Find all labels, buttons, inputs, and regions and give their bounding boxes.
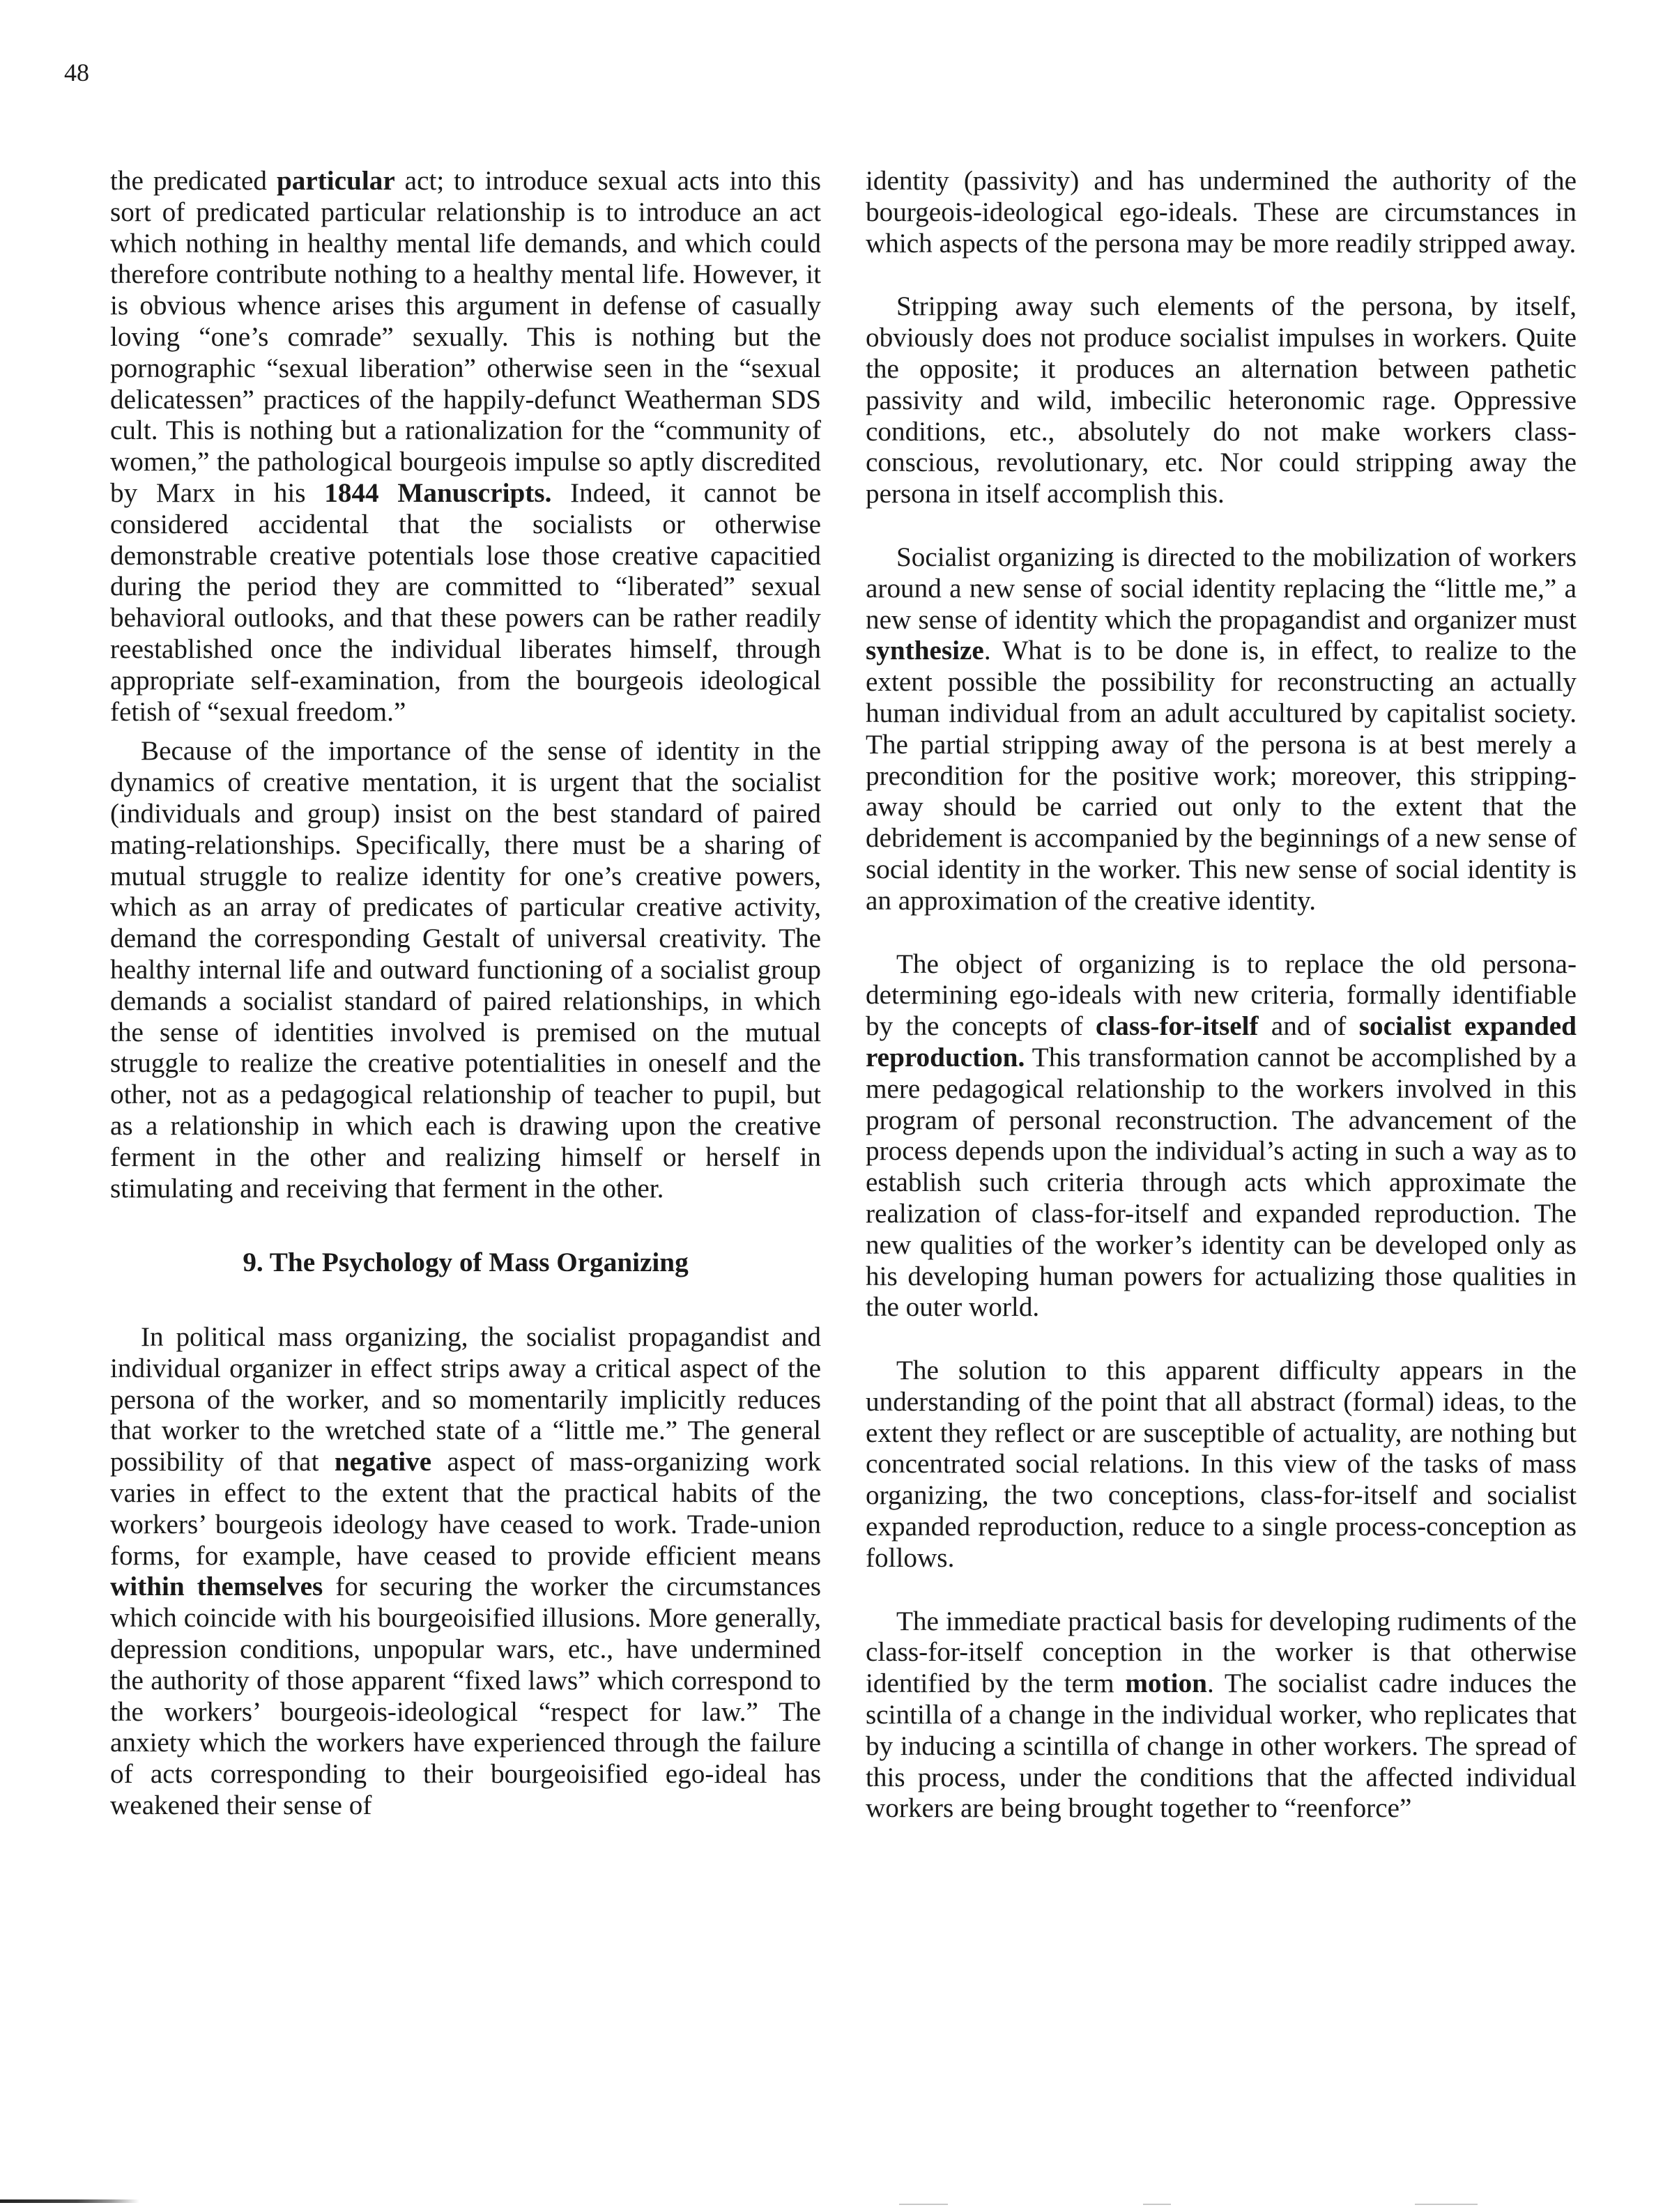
paragraph-8: The solution to this apparent difficulty appears in the understanding of the point that all abstract (formal) ideas, to the extent they reflect or are susceptible of actuality, are nothing but concentrated social relations. In this view of the tasks of mass organizing, the two conceptions, class-for-itself and socialist expanded reproduction, reduce to a single process-conception as follows. [866,1355,1577,1573]
scan-dash-mark [1143,2204,1171,2205]
emphasis-socialist-expanded-reproduction: socialist expanded reproduction. [866,1011,1577,1073]
paragraph-1: the predicated particular act; to introduce sexual acts into this sort of predicated particular relationship is to introduce an act which nothing in healthy mental life demands, and which could therefore contribute nothing to a healthy mental life. However, it is obvious whence arises this argument in defense of casually loving “one’s comrade” sexually. This is nothing but the pornographic “sexual liberation” otherwise seen in the “sexual delicatessen” practices of the happily-defunct Weatherman SDS cult. This is nothing but a rationalization for the “community of women,” the pathological bourgeois impulse so aptly discredited by Marx in his 1844 Manuscripts. Indeed, it cannot be considered accidental that the socialists or otherwise demonstrable creative potentials lose those creative capacitied during the period they are committed to “liberated” sexual behavioral outlooks, and that these powers can be rather readily reestablished once the individual liberates himself, through appropriate self-examination, from the bourgeois ideological fetish of “sexual freedom.” [110,166,821,727]
page-number: 48 [64,59,89,86]
paragraph-5: Stripping away such elements of the persona, by itself, obviously does not produce socialist impulses in workers. Quite the opposite; it produces an alternation between pathetic passivity and wild, imbecilic heteronomic rage. Oppressive conditions, etc., absolutely do not make workers class-conscious, revolutionary, etc. Nor could stripping away the persona in itself accomplish this. [866,291,1577,509]
emphasis-particular: particular [276,166,395,196]
paragraph-4: identity (passivity) and has undermined the authority of the bourgeois-ideological ego-ideals. These are circumstances in which aspects of the persona may be more readily stripped away. [866,166,1577,259]
emphasis-negative: negative [334,1447,432,1477]
left-column [110,166,821,1822]
right-column [866,166,1577,1825]
paragraph-9: The immediate practical basis for developing rudiments of the class-for-itself conception in the worker is that otherwise identified by the term motion. The socialist cadre induces the scintilla of a change in the individual worker, who replicates that by inducing a scintilla of change in other workers. The spread of this process, under the conditions that the affected individual workers are being brought together to “reenforce” [866,1606,1577,1824]
paragraph-6: Socialist organizing is directed to the mobilization of workers around a new sense of social identity replacing the “little me,” a new sense of identity which the propagandist and organizer must synthesize. What is to be done is, in effect, to realize to the extent possible the possibility for reconstructing an actually human individual from an adult accultured by capitalist society. The partial stripping away of the persona is at best merely a precondition for the positive work; moreover, this stripping-away should be carried out only to the extent that the debridement is accompanied by the beginnings of a new sense of social identity in the worker. This new sense of social identity is an approximation of the creative identity. [866,542,1577,916]
paragraph-2: Because of the importance of the sense of identity in the dynamics of creative mentation, it is urgent that the socialist (individuals and group) insist on the best standard of paired mating-relationships. Specifically, there must be a sharing of mutual struggle to realize identity for one’s creative powers, which as an array of predicates of particular creative activity, demand the corresponding Gestalt of universal creativity. The healthy internal life and outward functioning of a socialist group demands a socialist standard of paired relationships, in which the sense of identities involved is premised on the mutual struggle to realize the creative potentialities in oneself and the other, not as a pedagogical relationship of teacher to pupil, but as a relationship in which each is drawing upon the creative ferment in the other and realizing himself or herself in stimulating and receiving that ferment in the other. [110,736,821,1204]
scan-dash-mark [899,2204,948,2205]
emphasis-1844-manuscripts: 1844 Manuscripts. [324,477,552,508]
emphasis-motion: motion [1125,1668,1207,1699]
section-heading: 9. The Psychology of Mass Organizing [243,1247,689,1278]
scan-dash-mark [1415,2204,1478,2205]
emphasis-class-for-itself: class-for-itself [1096,1011,1259,1042]
paragraph-3: In political mass organizing, the socialist propagandist and individual organizer in effect strips away a critical aspect of the persona of the worker, and so momentarily implicitly reduces that worker to the wretched state of a “little me.” The general possibility of that negative aspect of mass-organizing work varies in effect to the extent that the practical habits of the workers’ bourgeois ideology have ceased to work. Trade-union forms, for example, have ceased to provide efficient means within themselves for securing the worker the circumstances which coincide with his bourgeoisified illusions. More generally, depression conditions, unpopular wars, etc., have undermined the authority of those apparent “fixed laws” which correspond to the workers’ bourgeois-ideological “respect for law.” The anxiety which the workers have experienced through the failure of acts corresponding to their bourgeoisified ego-ideal has weakened their sense of [110,1322,822,1821]
emphasis-synthesize: synthesize [866,636,984,666]
paragraph-7: The object of organizing is to replace the old persona-determining ego-ideals with new criteria, formally identifiable by the concepts of class-for-itself and of socialist expanded reproduction. This transformation cannot be accomplished by a mere pedagogical relationship to the workers involved in this program of personal reconstruction. The advancement of the process depends upon the individual’s acting in such a way as to establish such criteria through acts which approximate the realization of class-for-itself and expanded reproduction. The new qualities of the worker’s identity can be developed only as his developing human powers for actualizing those qualities in the outer world. [866,948,1577,1323]
emphasis-within-themselves: within themselves [110,1572,323,1602]
scan-edge-mark [0,2199,139,2203]
